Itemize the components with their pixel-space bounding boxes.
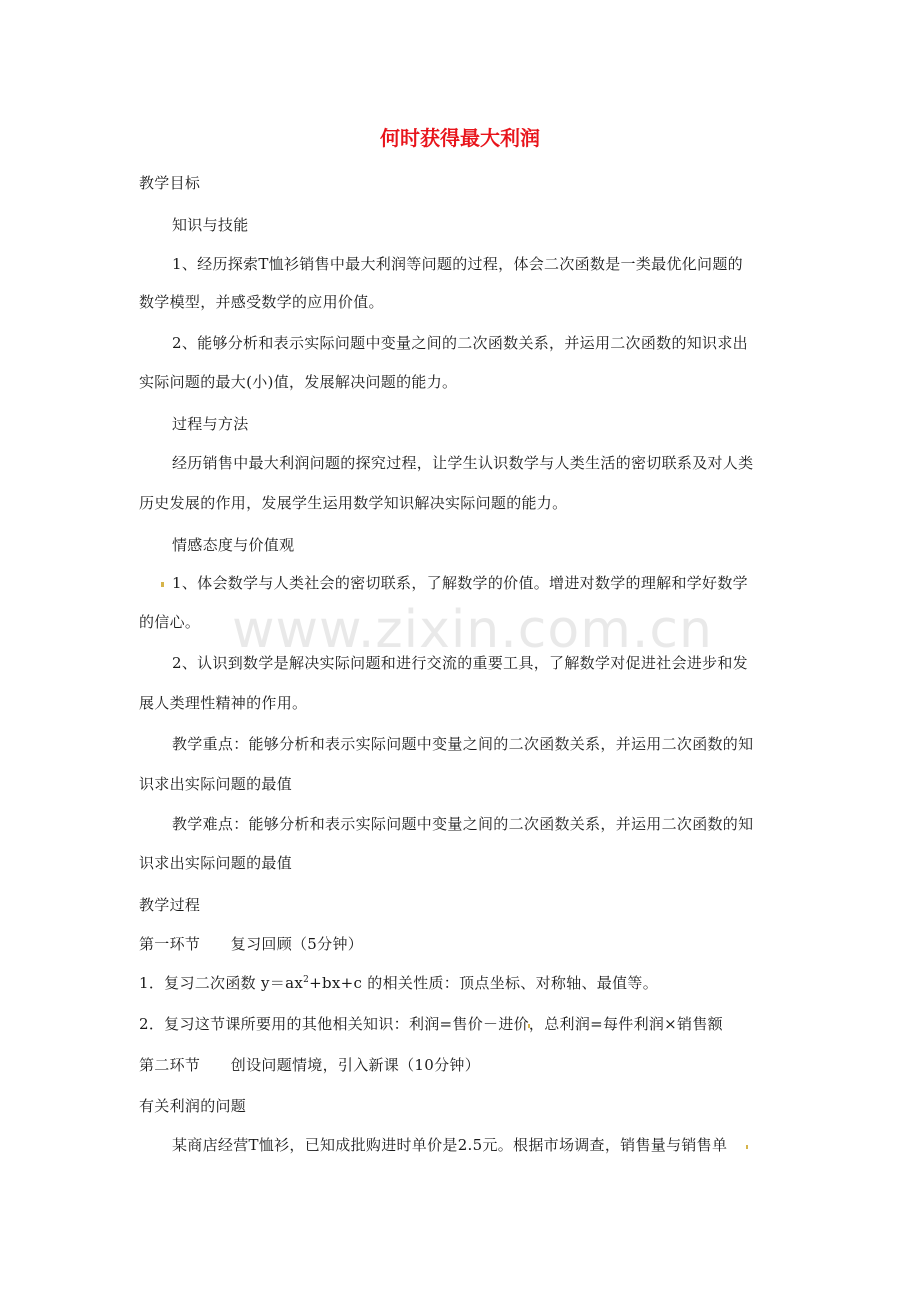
formula-line [139, 972, 658, 993]
difficulty-line: 教学难点：能够分析和表示实际问题中变量之间的二次函数关系，并运用二次函数的知 [172, 815, 754, 833]
paragraph-line: 经历销售中最大利润问题的探究过程，让学生认识数学与人类生活的密切联系及对人类 [172, 454, 754, 472]
section-heading-1: 第一环节 复习回顾（5分钟） [139, 935, 364, 953]
paragraph-line: 实际问题的最大(小)值，发展解决问题的能力。 [139, 373, 458, 391]
paragraph-line: 1、体会数学与人类社会的密切联系，了解数学的价值。增进对数学的理解和学好数学 [172, 574, 748, 592]
subheading-knowledge-skills: 知识与技能 [172, 216, 249, 234]
formula-prefix: 1．复习二次函数 y＝ax [139, 974, 304, 992]
subheading-process-method: 过程与方法 [172, 415, 249, 433]
paragraph-line: 识求出实际问题的最值 [139, 775, 293, 793]
paragraph-line: 识求出实际问题的最值 [139, 854, 293, 872]
subheading-profit-problem: 有关利润的问题 [139, 1097, 247, 1115]
paragraph-line: 2、认识到数学是解决实际问题和进行交流的重要工具，了解数学对促进社会进步和发 [172, 654, 748, 672]
paragraph-line: 某商店经营T恤衫，已知成批购进时单价是2.5元。根据市场调查，销售量与销售单 [172, 1136, 728, 1154]
heading-teaching-process: 教学过程 [139, 896, 201, 914]
paragraph-line: 2．复习这节课所要用的其他相关知识：利润=售价－进价，总利润=每件利润×销售额 [139, 1015, 723, 1033]
key-point-line: 教学重点：能够分析和表示实际问题中变量之间的二次函数关系，并运用二次函数的知 [172, 735, 754, 753]
paragraph-line: 展人类理性精神的作用。 [139, 694, 308, 712]
paragraph-line: 数学模型，并感受数学的应用价值。 [139, 293, 384, 311]
watermark: www.zixin.com.cn [232, 600, 713, 660]
heading-teaching-goals: 教学目标 [139, 174, 201, 192]
formula-tail: +bx+c 的相关性质：顶点坐标、对称轴、最值等。 [309, 974, 658, 992]
stray-mark [746, 1145, 748, 1149]
paragraph-line: 历史发展的作用，发展学生运用数学知识解决实际问题的能力。 [139, 494, 568, 512]
formula-exponent: 2 [303, 975, 310, 985]
paragraph-line: 2、能够分析和表示实际问题中变量之间的二次函数关系，并运用二次函数的知识求出 [172, 334, 748, 352]
subheading-attitude-values: 情感态度与价值观 [172, 536, 295, 554]
section-heading-2: 第二环节 创设问题情境，引入新课（10分钟） [139, 1056, 480, 1074]
paragraph-line: 1、经历探索T恤衫销售中最大利润等问题的过程，体会二次函数是一类最优化问题的 [172, 255, 743, 273]
document-title: 何时获得最大利润 [380, 126, 540, 150]
paragraph-line: 的信心。 [139, 613, 201, 631]
stray-mark [161, 582, 164, 587]
